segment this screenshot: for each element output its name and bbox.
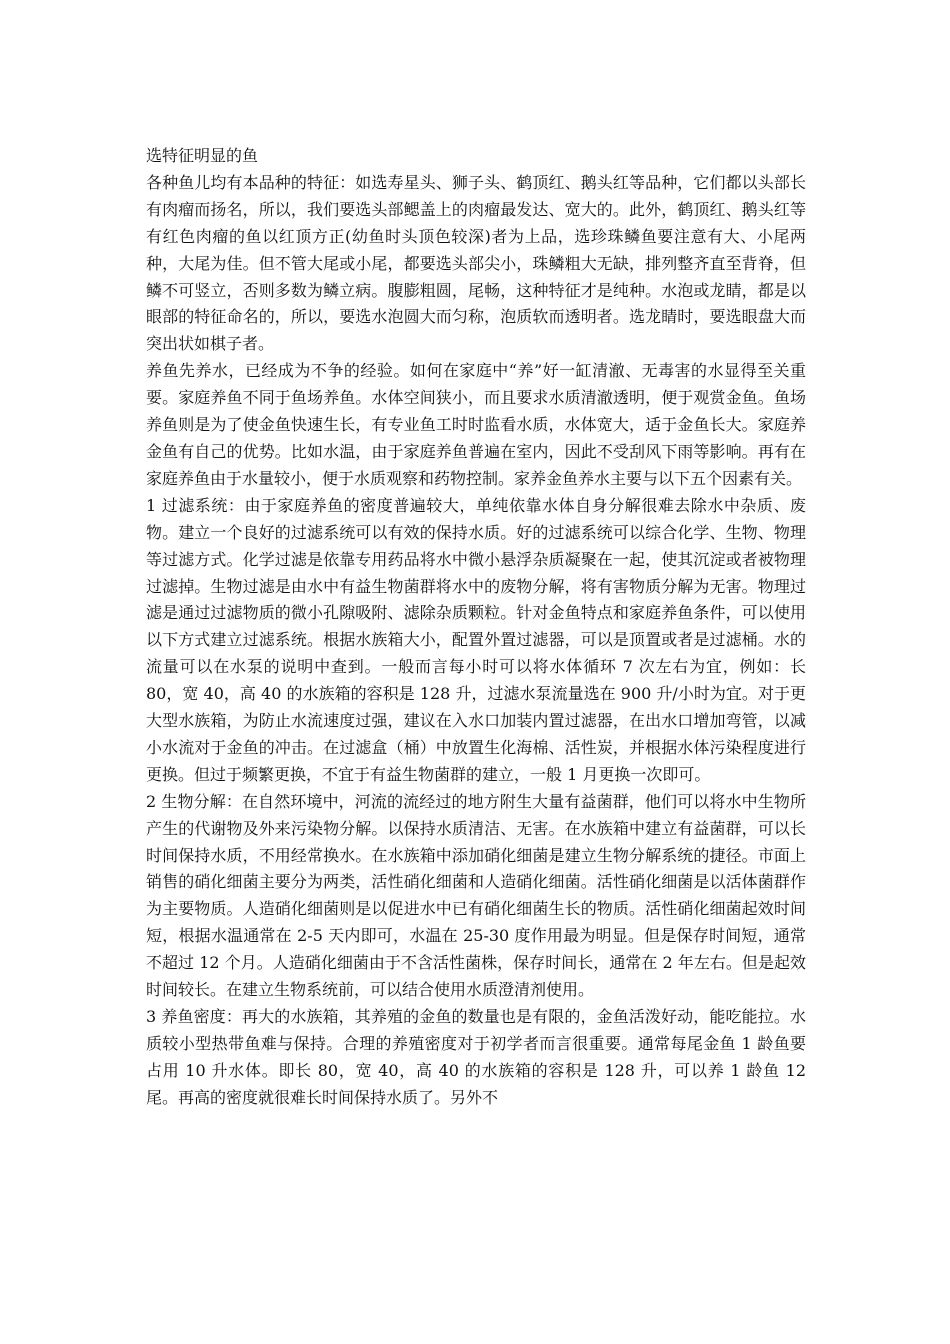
- document-page: [146, 143, 806, 1112]
- paragraph-stocking-density: 3 养鱼密度：再大的水族箱，其养殖的金鱼的数量也是有限的，金鱼活泼好动，能吃能拉。水质较小型热带鱼难与保持。合理的养殖密度对于初学者而言很重要。通常每尾金鱼 1 龄鱼要占用 10 升水体。即长 80，宽 40，高 40 的水族箱的容积是 128 升，可以养 1 龄鱼 12 尾。再高的密度就很难长时间保持水质了。另外不: [146, 1007, 806, 1107]
- paragraph-filter-system: 1 过滤系统：由于家庭养鱼的密度普遍较大，单纯依靠水体自身分解很难去除水中杂质、废物。建立一个良好的过滤系统可以有效的保持水质。好的过滤系统可以综合化学、生物、物理等过滤方式。化学过滤是依靠专用药品将水中微小悬浮杂质凝聚在一起，使其沉淀或者被物理过滤掉。生物过滤是由水中有益生物菌群将水中的废物分解，将有害物质分解为无害。物理过滤是通过过滤物质的微小孔隙吸附、滤除杂质颗粒。针对金鱼特点和家庭养鱼条件，可以使用以下方式建立过滤系统。根据水族箱大小，配置外置过滤器，可以是顶置或者是过滤桶。水的流量可以在水泵的说明中查到。一般而言每小时可以将水体循环 7 次左右为宜，例如：长 80，宽 40，高 40 的水族箱的容积是 128 升，过滤水泵流量选在 900 升/小时为宜。对于更大型水族箱，为防止水流速度过强，建议在入水口加装内置过滤器，在出水口增加弯管，以减小水流对于金鱼的冲击。在过滤盒（桶）中放置生化海棉、活性炭，并根据水体污染程度进行更换。但过于频繁更换，不宜于有益生物菌群的建立，一般 1 月更换一次即可。: [146, 495, 806, 784]
- paragraph-bio-decomposition: 2 生物分解：在自然环境中，河流的流经过的地方附生大量有益菌群，他们可以将水中生物所产生的代谢物及外来污染物分解。以保持水质清洁、无害。在水族箱中建立有益菌群，可以长时间保持水质，不用经常换水。在水族箱中添加硝化细菌是建立生物分解系统的捷径。市面上销售的硝化细菌主要分为两类，活性硝化细菌和人造硝化细菌。活性硝化细菌是以活体菌群作为主要物质。人造硝化细菌则是以促进水中已有硝化细菌生长的物质。活性硝化细菌起效时间短，根据水温通常在 2-5 天内即可，水温在 25-30 度作用最为明显。但是保存时间短，通常不超过 12 个月。人造硝化细菌由于不含活性菌株，保存时间长，通常在 2 年左右。但是起效时间较长。在建立生物系统前，可以结合使用水质澄清剂使用。: [146, 791, 806, 1000]
- paragraph-fish-features: 各种鱼儿均有本品种的特征：如选寿星头、狮子头、鹤顶红、鹅头红等品种，它们都以头部长有肉瘤而扬名，所以，我们要选头部鳃盖上的肉瘤最发达、宽大的。此外，鹤顶红、鹅头红等有红色肉瘤的鱼以红顶方正(幼鱼时头顶色较深)者为上品，选珍珠鳞鱼要注意有大、小尾两种，大尾为佳。但不管大尾或小尾，都要选头部尖小，珠鳞粗大无缺，排列整齐直至背脊，但鳞不可竖立，否则多数为鳞立病。腹膨粗圆，尾畅，这种特征才是纯种。水泡或龙睛，都是以眼部的特征命名的，所以，要选水泡圆大而匀称，泡质软而透明者。选龙睛时，要选眼盘大而突出状如棋子者。: [146, 172, 806, 354]
- document-title: 选特征明显的鱼: [146, 146, 259, 165]
- paragraph-raise-water: 养鱼先养水，已经成为不争的经验。如何在家庭中“养”好一缸清澈、无毒害的水显得至关重要。家庭养鱼不同于鱼场养鱼。水体空间狭小，而且要求水质清澈透明，便于观赏金鱼。鱼场养鱼则是为了使金鱼快速生长，有专业鱼工时时监看水质，水体宽大，适于金鱼长大。家庭养金鱼有自己的优势。比如水温，由于家庭养鱼普遍在室内，因此不受刮风下雨等影响。再有在家庭养鱼由于水量较小，便于水质观察和药物控制。家养金鱼养水主要与以下五个因素有关。: [146, 361, 806, 488]
